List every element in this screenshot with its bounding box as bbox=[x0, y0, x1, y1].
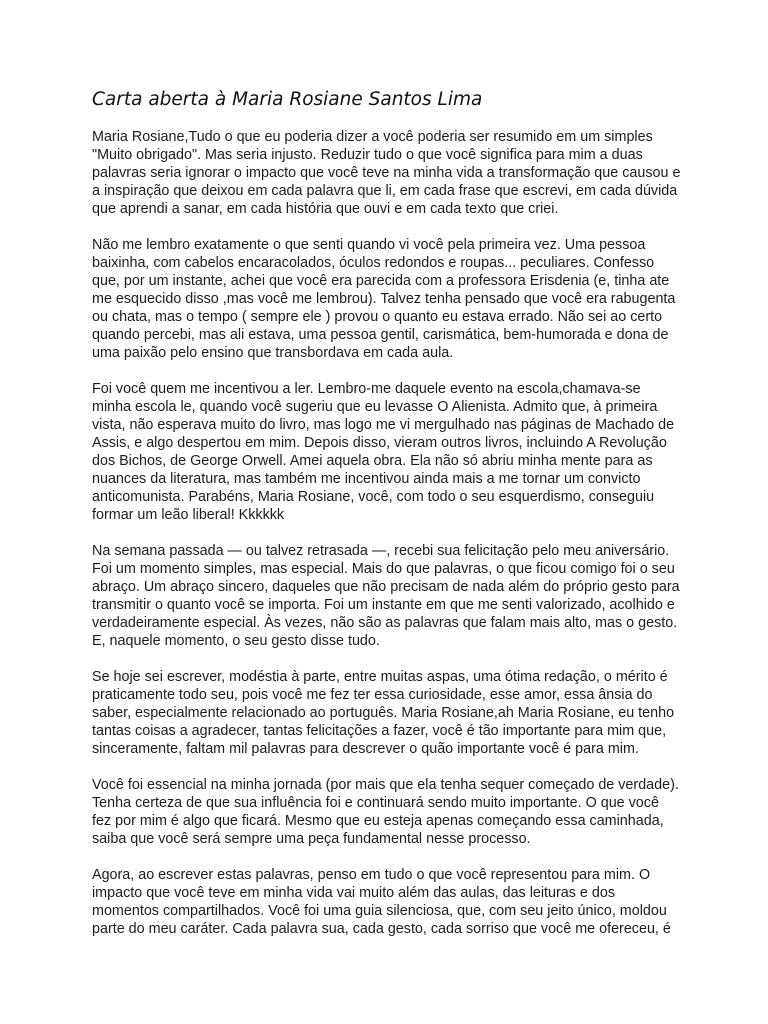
paragraph-2 bbox=[92, 236, 682, 362]
text-line: Agora, ao escrever estas palavras, penso em tudo o que você representou para mim. O bbox=[92, 867, 651, 883]
text-line: que, por um instante, achei que você era parecida com a professora Erisdenia (e, tinha ate bbox=[92, 273, 670, 289]
text-line: praticamente todo seu, pois você me fez ter essa curiosidade, esse amor, essa ânsia do bbox=[92, 687, 653, 703]
text-line: Foi você quem me incentivou a ler. Lembro-me daquele evento na escola,chamava-se bbox=[92, 381, 641, 397]
document-page bbox=[92, 88, 682, 956]
text-line: formar um leão liberal! Kkkkkk bbox=[92, 507, 285, 523]
text-line: Não me lembro exatamente o que senti quando vi você pela primeira vez. Uma pessoa bbox=[92, 237, 646, 253]
text-line: Tenha certeza de que sua influência foi e continuará sendo muito importante. O que você bbox=[92, 795, 659, 811]
text-line: baixinha, com cabelos encaracolados, óculos redondos e roupas... peculiares. Confesso bbox=[92, 255, 655, 271]
text-line: momentos compartilhados. Você foi uma guia silenciosa, que, com seu jeito único, moldou bbox=[92, 903, 667, 919]
text-line: vista, não esperava muito do livro, mas logo me vi mergulhado nas páginas de Machado de bbox=[92, 417, 675, 433]
paragraph-7 bbox=[92, 866, 682, 938]
text-line: abraço. Um abraço sincero, daqueles que não precisam de nada além do próprio gesto para bbox=[92, 579, 680, 595]
text-line: nuances da literatura, mas também me incentivou ainda mais a me tornar um convicto bbox=[92, 471, 641, 487]
text-line: tantas coisas a agradecer, tantas felicitações a fazer, você é tão importante para mim que, bbox=[92, 723, 667, 739]
text-line: Você foi essencial na minha jornada (por mais que ela tenha sequer começado de verdade). bbox=[92, 777, 679, 793]
text-line: palavras seria ignorar o impacto que você teve na minha vida a transformação que causou e bbox=[92, 165, 681, 181]
text-line: me esquecido disso ,mas você me lembrou). Talvez tenha pensado que você era rabugenta bbox=[92, 291, 676, 307]
text-line: ou chata, mas o tempo ( sempre ele ) provou o quanto eu estava errado. Não sei ao certo bbox=[92, 309, 663, 325]
text-line: Assis, e algo despertou em mim. Depois disso, vieram outros livros, incluindo A Revolução bbox=[92, 435, 667, 451]
text-line: Na semana passada — ou talvez retrasada —, recebi sua felicitação pelo meu aniversário. bbox=[92, 543, 670, 559]
paragraph-6 bbox=[92, 776, 682, 848]
text-line: impacto que você teve em minha vida vai muito além das aulas, das leituras e dos bbox=[92, 885, 616, 901]
text-line: Se hoje sei escrever, modéstia à parte, entre muitas aspas, uma ótima redação, o mérito é bbox=[92, 669, 668, 685]
text-line: fez por mim é algo que ficará. Mesmo que eu esteja apenas começando essa caminhada, bbox=[92, 813, 664, 829]
document-title: Carta aberta à Maria Rosiane Santos Lima bbox=[92, 89, 483, 110]
text-line: saiba que você será sempre uma peça fundamental nesse processo. bbox=[92, 831, 531, 847]
text-line: transmitir o quanto você se importa. Foi um instante em que me senti valorizado, acolhido e bbox=[92, 597, 675, 613]
text-line: "Muito obrigado". Mas seria injusto. Reduzir tudo o que você significa para mim a duas bbox=[92, 147, 643, 163]
text-line: sinceramente, faltam mil palavras para descrever o quão importante você é para mim. bbox=[92, 741, 639, 757]
paragraph-3 bbox=[92, 380, 682, 524]
text-line: dos Bichos, de George Orwell. Amei aquela obra. Ela não só abriu minha mente para as bbox=[92, 453, 653, 469]
text-line: Maria Rosiane,Tudo o que eu poderia dizer a você poderia ser resumido em um simples bbox=[92, 129, 653, 145]
text-line: Foi um momento simples, mas especial. Mais do que palavras, o que ficou comigo foi o seu bbox=[92, 561, 675, 577]
text-line: saber, especialmente relacionado ao português. Maria Rosiane,ah Maria Rosiane, eu tenho bbox=[92, 705, 675, 721]
paragraph-4 bbox=[92, 542, 682, 650]
paragraph-1 bbox=[92, 128, 682, 218]
text-line: uma paixão pelo ensino que transbordava em cada aula. bbox=[92, 345, 454, 361]
paragraph-5 bbox=[92, 668, 682, 758]
text-line: E, naquele momento, o seu gesto disse tudo. bbox=[92, 633, 380, 649]
text-line: a inspiração que deixou em cada palavra que li, em cada frase que escrevi, em cada dúvida bbox=[92, 183, 678, 199]
text-line: que aprendi a sanar, em cada história que ouvi e em cada texto que criei. bbox=[92, 201, 559, 217]
text-line: anticomunista. Parabéns, Maria Rosiane, você, com todo o seu esquerdismo, conseguiu bbox=[92, 489, 655, 505]
text-line: quando percebi, mas ali estava, uma pessoa gentil, carismática, bem-humorada e dona de bbox=[92, 327, 669, 343]
text-line: verdadeiramente especial. Às vezes, não são as palavras que falam mais alto, mas o gesto. bbox=[92, 615, 678, 631]
text-line: parte do meu caráter. Cada palavra sua, cada gesto, cada sorriso que você me ofereceu, é bbox=[92, 921, 671, 937]
text-line: minha escola le, quando você sugeriu que eu levasse O Alienista. Admito que, à primeira bbox=[92, 399, 658, 415]
